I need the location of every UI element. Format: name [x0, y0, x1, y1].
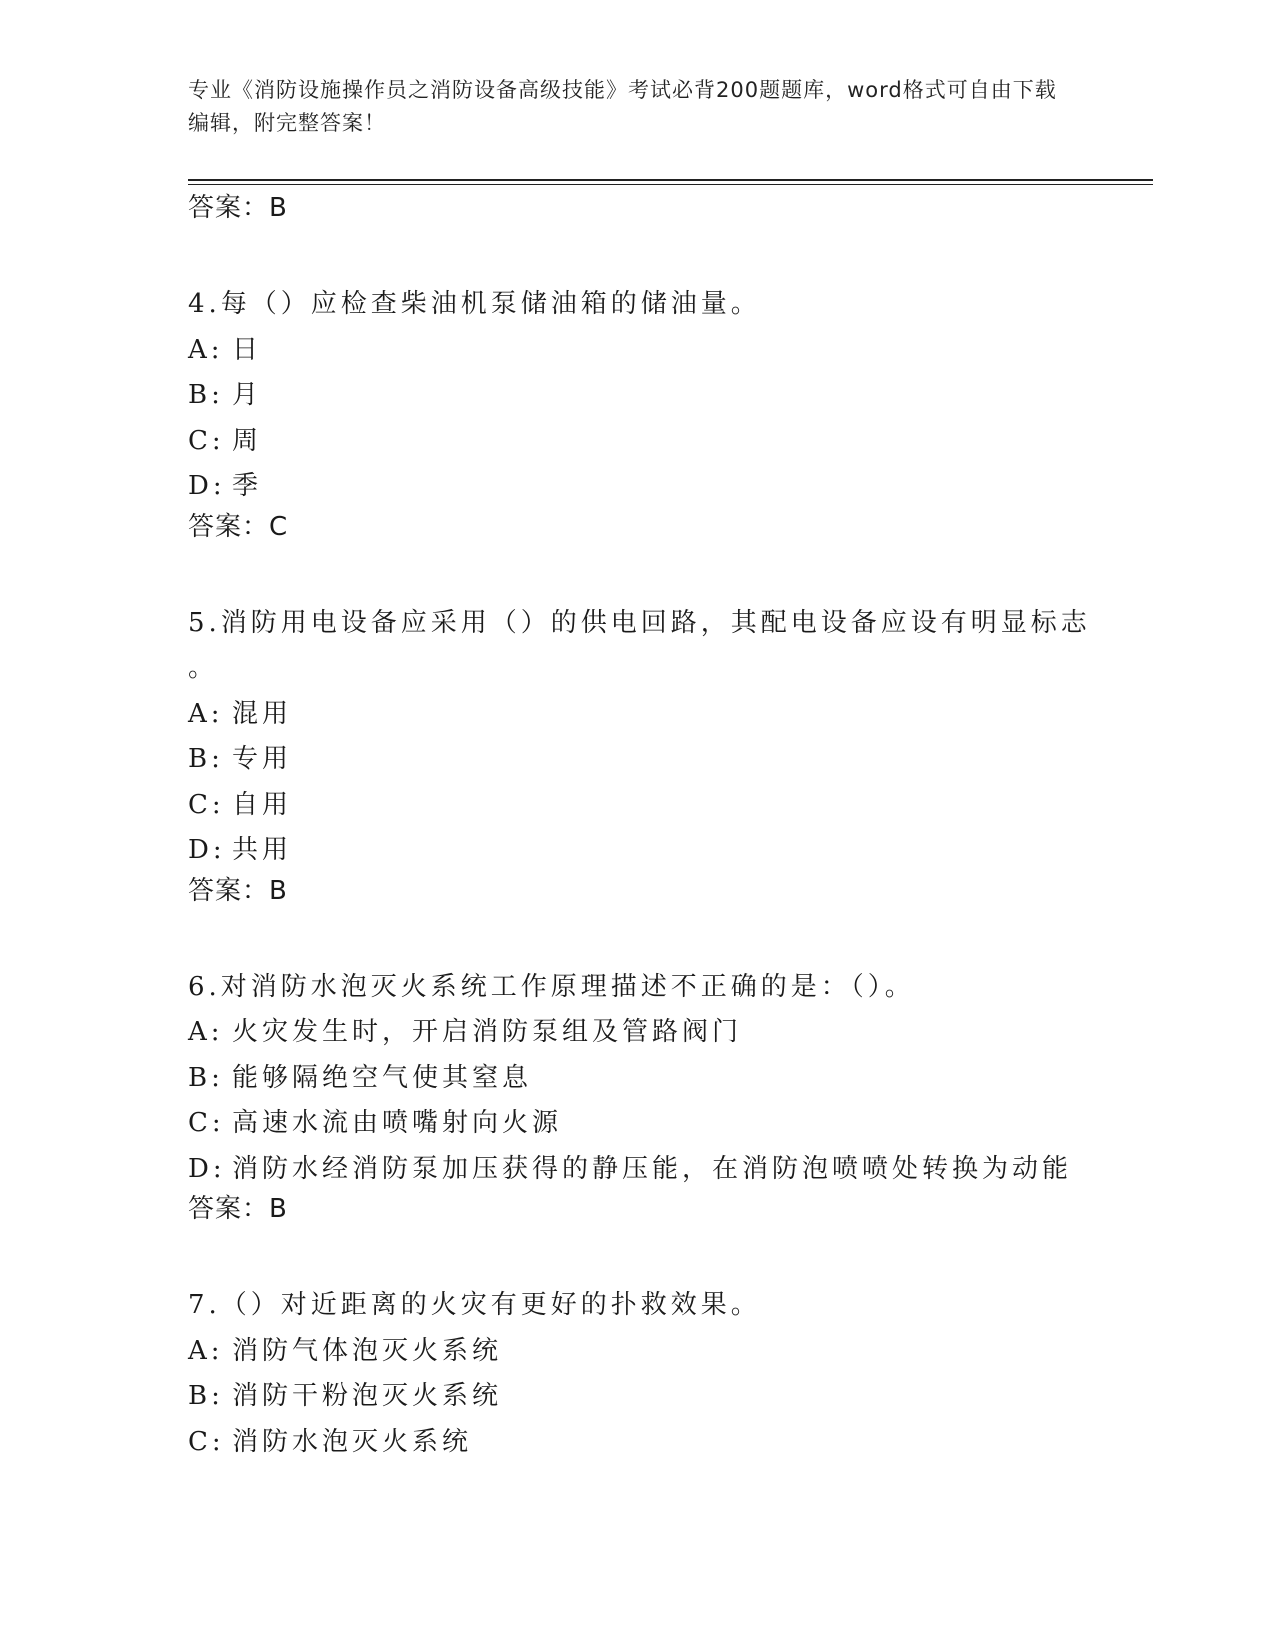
- question-4: [188, 282, 1088, 544]
- answer-line: 答案：B: [188, 1194, 288, 1224]
- option-text: 日: [232, 334, 263, 365]
- question-stem-continuation: 。: [188, 653, 219, 683]
- option-key: C:: [188, 1108, 225, 1138]
- option-text: 季: [232, 471, 263, 501]
- option-text: 火灾发生时，开启消防泵组及管路阀门: [232, 1017, 743, 1047]
- option-key: C:: [188, 1426, 225, 1457]
- option-key: D:: [188, 1153, 226, 1184]
- option-key: B:: [188, 1381, 224, 1411]
- option-key: D:: [188, 471, 226, 501]
- option-text: 周: [232, 425, 263, 456]
- answer-line: 答案：B: [188, 193, 288, 223]
- option-key: A:: [188, 1335, 224, 1366]
- document-header: 专业《消防设施操作员之消防设备高级技能》考试必背200题题库，word格式可自由下载编辑，附完整答案！: [188, 78, 1057, 135]
- question-5: [188, 601, 1091, 908]
- option-d: [188, 828, 1088, 874]
- option-key: B:: [188, 744, 224, 774]
- option-text: 消防水泡灭火系统: [232, 1426, 473, 1457]
- option-text: 月: [232, 380, 263, 410]
- question-stem: 5.消防用电设备应采用（）的供电回路，其配电设备应设有明显标志: [188, 607, 1091, 638]
- option-key: B:: [188, 380, 224, 410]
- option-key: C:: [188, 425, 225, 456]
- option-text: 高速水流由喷嘴射向火源: [232, 1108, 563, 1138]
- option-key: A:: [188, 698, 224, 729]
- option-key: B:: [188, 1062, 224, 1093]
- option-key: C:: [188, 789, 225, 820]
- question-stem: 4.每（）应检查柴油机泵储油箱的储油量。: [188, 289, 761, 319]
- option-b: [188, 373, 1088, 419]
- header-rule-thin: [188, 184, 1153, 185]
- option-c: [188, 419, 1088, 465]
- option-text: 消防干粉泡灭火系统: [232, 1381, 503, 1411]
- option-key: D:: [188, 835, 226, 865]
- option-c: [188, 783, 1088, 829]
- option-d: [188, 464, 1088, 510]
- header-rule-thick: [188, 179, 1153, 181]
- question-list: [188, 191, 1091, 1465]
- option-key: A:: [188, 1017, 224, 1047]
- option-text: 专用: [232, 744, 293, 774]
- option-text: 消防气体泡灭火系统: [232, 1335, 503, 1366]
- question-stem: 7.（）对近距离的火灾有更好的扑救效果。: [188, 1290, 761, 1320]
- option-b: [188, 1056, 1088, 1102]
- option-text: 共用: [232, 835, 293, 865]
- question-stem: 6.对消防水泡灭火系统工作原理描述不正确的是：（）。: [188, 971, 915, 1002]
- option-d: [188, 1147, 1088, 1193]
- option-text: 混用: [232, 698, 293, 729]
- option-text: 自用: [232, 789, 293, 820]
- option-text: 能够隔绝空气使其窒息: [232, 1062, 533, 1093]
- option-c: [188, 1420, 1088, 1466]
- option-key: A:: [188, 334, 224, 365]
- option-c: [188, 1101, 1088, 1147]
- option-text: 消防水经消防泵加压获得的静压能，在消防泡喷喷处转换为动能: [232, 1153, 1073, 1184]
- answer-line: 答案：B: [188, 875, 288, 906]
- option-b: [188, 1374, 1088, 1420]
- option-a: [188, 1329, 1088, 1375]
- option-a: [188, 692, 1088, 738]
- question-6: [188, 965, 1088, 1227]
- option-a: [188, 328, 1088, 374]
- option-b: [188, 737, 1088, 783]
- answer-line: 答案：C: [188, 511, 289, 542]
- option-a: [188, 1010, 1088, 1056]
- question-7: [188, 1283, 1088, 1465]
